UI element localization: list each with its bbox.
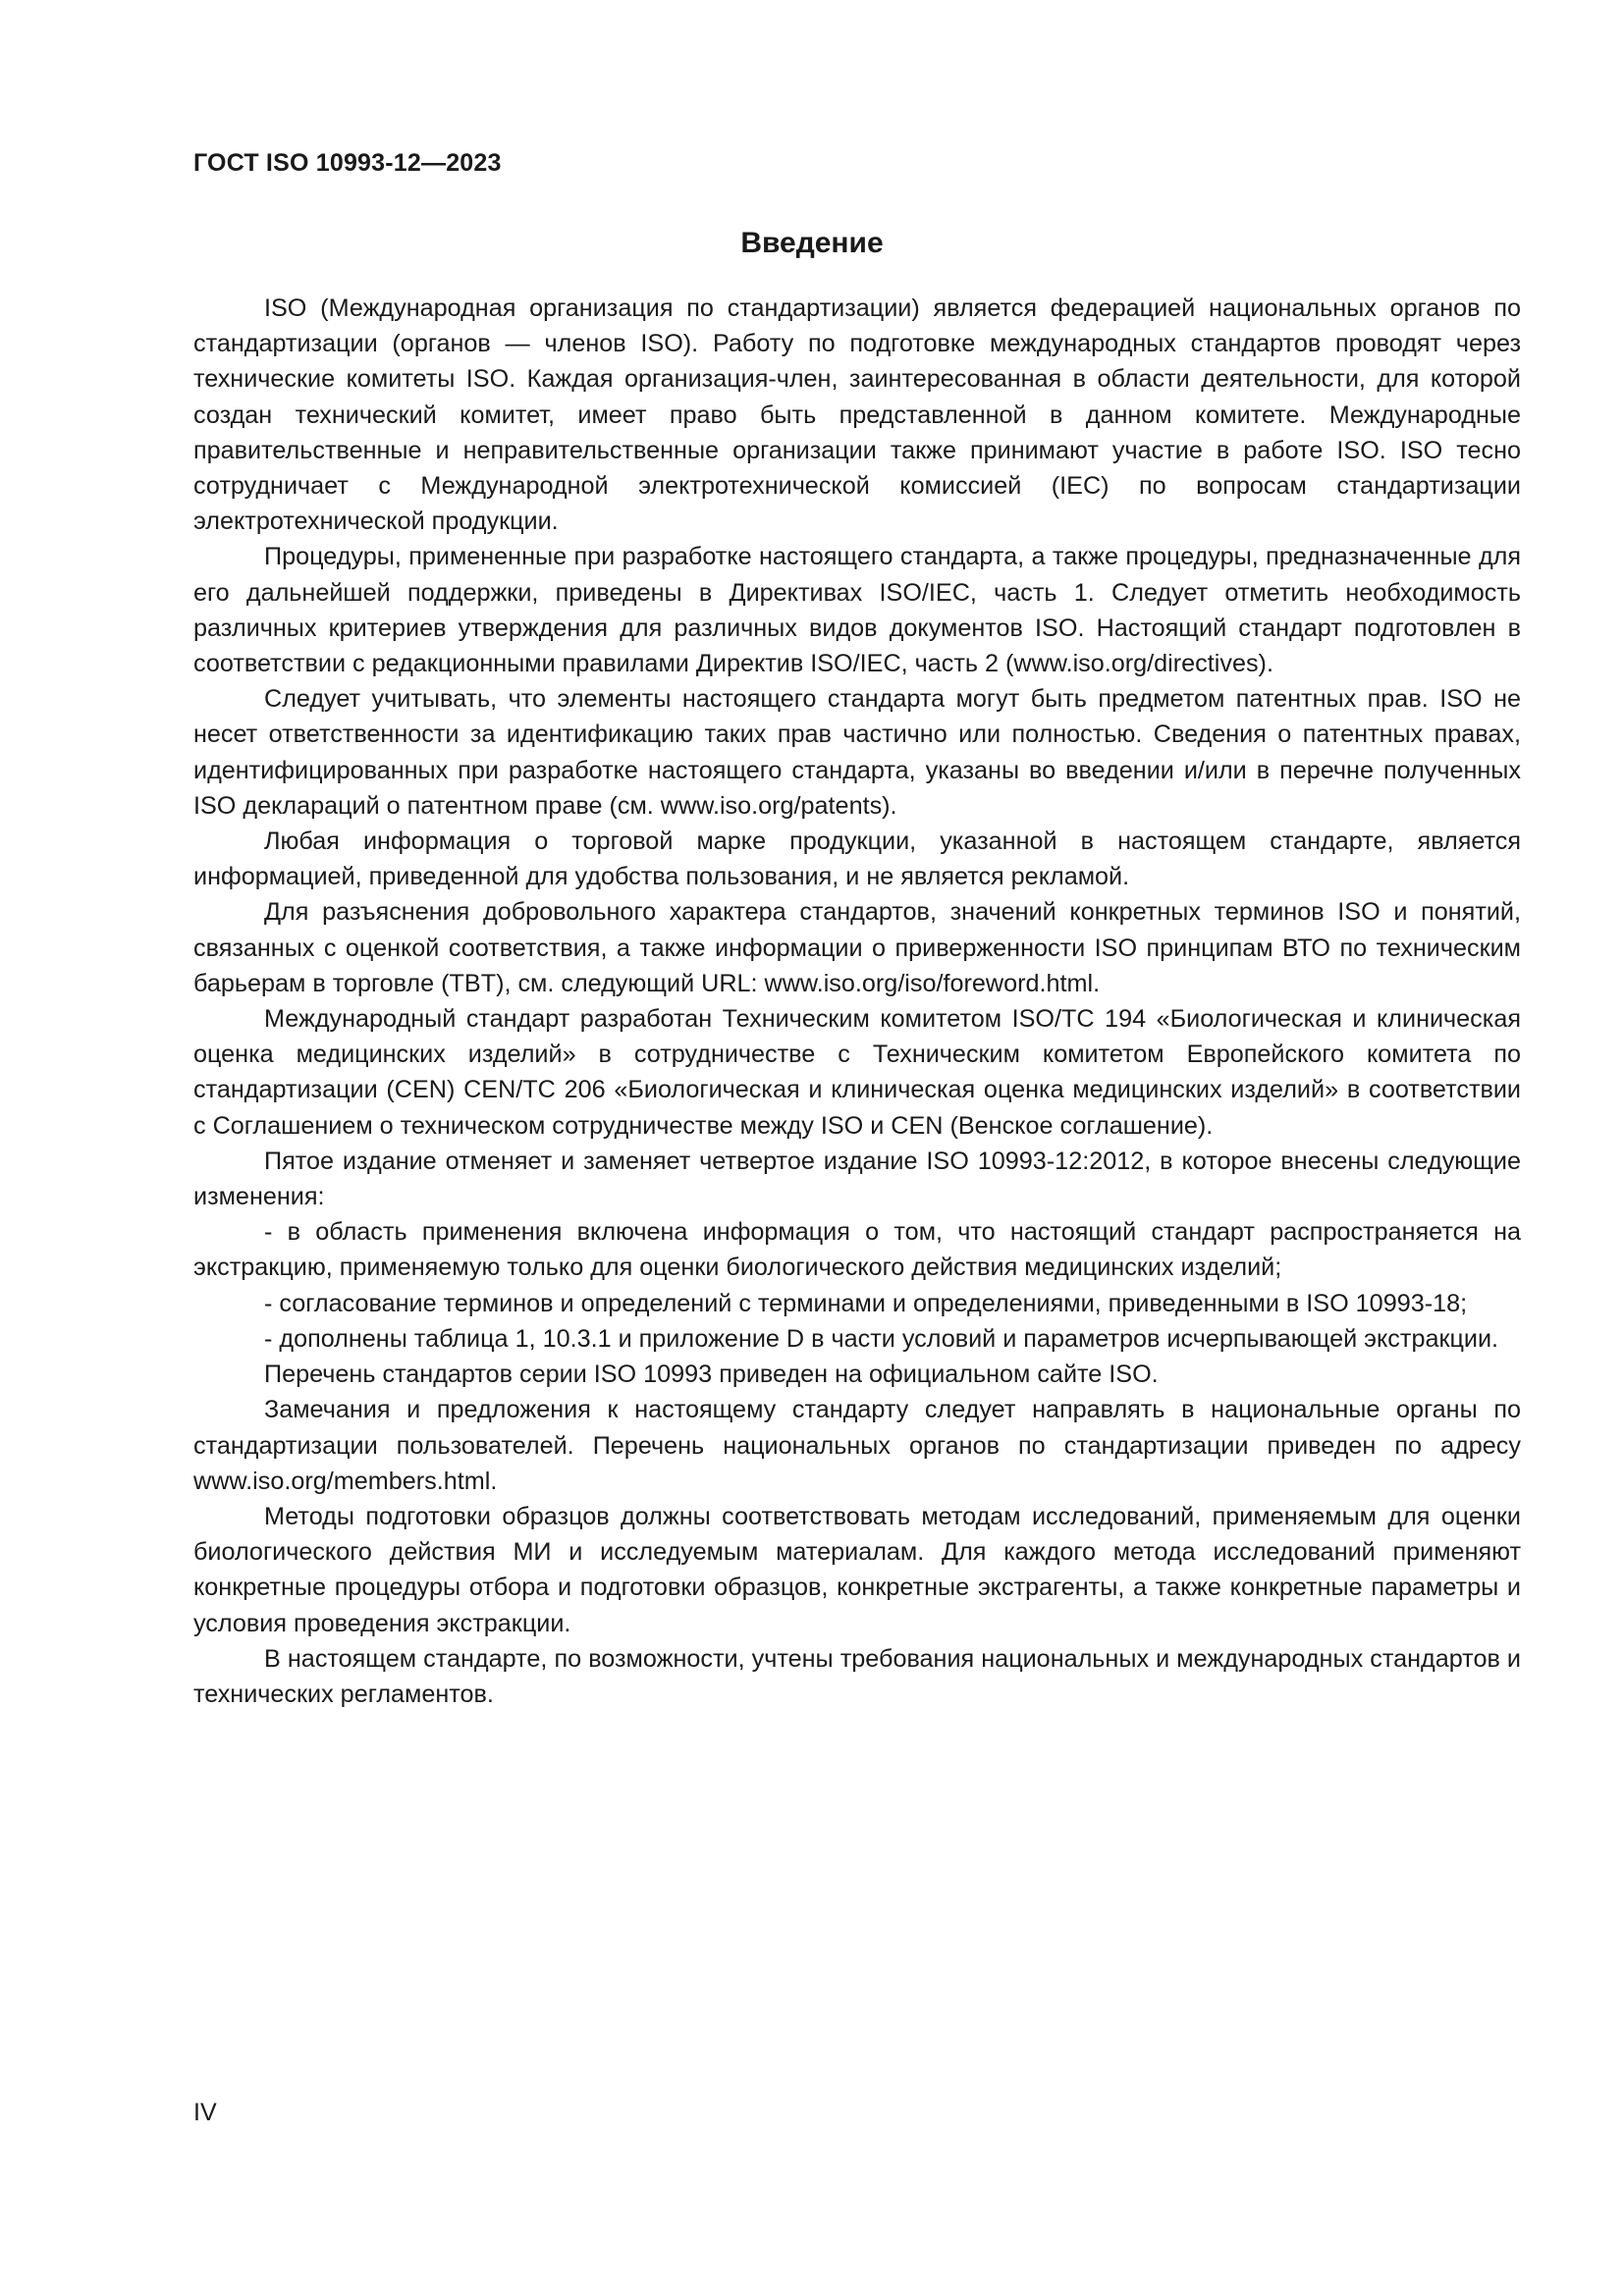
paragraph: ISO (Международная организация по стандартизации) является федерацией национальных органов по стандартизации (органов — членов ISO). Работу по подготовке международных стандартов проводят через технические комитеты ISO. Каждая организация-член, заинтересованная в области деятельности, для которой создан технический комитет, имеет право быть представленной в данном комитете. Международные правительственные и неправительственные организации также принимают участие в работе ISO. ISO тесно сотрудничает с Международной электротехнической комиссией (IEC) по вопросам стандартизации электротехнической продукции. bbox=[193, 294, 1521, 536]
paragraph: Пятое издание отменяет и заменяет четвертое издание ISO 10993-12:2012, в которое внесены следующие изменения: bbox=[193, 1147, 1521, 1211]
body-text bbox=[193, 291, 1521, 1712]
paragraph: Методы подготовки образцов должны соответствовать методам исследований, применяемым для оценки биологического действия МИ и исследуемым материалам. Для каждого метода исследований применяют конкретные процедуры отбора и подготовки образцов, конкретные экстрагенты, а также конкретные параметры и условия проведения экстракции. bbox=[193, 1502, 1521, 1637]
paragraph: Замечания и предложения к настоящему стандарту следует направлять в национальные органы по стандартизации пользователей. Перечень национальных органов по стандартизации приведен по адресу www.iso.org/members.html. bbox=[193, 1396, 1521, 1495]
list-item: - согласование терминов и определений с терминами и определениями, приведенными в ISO 10993-18; bbox=[264, 1289, 1468, 1317]
paragraph: Любая информация о торговой марке продукции, указанной в настоящем стандарте, является информацией, приведенной для удобства пользования, и не является рекламой. bbox=[193, 828, 1521, 891]
list-item: - в область применения включена информация о том, что настоящий стандарт распространяется на экстракцию, применяемую только для оценки биологического действия медицинских изделий; bbox=[193, 1218, 1521, 1282]
list-item: - дополнены таблица 1, 10.3.1 и приложение D в части условий и параметров исчерпывающей экстракции. bbox=[264, 1324, 1499, 1353]
paragraph: Перечень стандартов серии ISO 10993 приведен на официальном сайте ISO. bbox=[264, 1361, 1159, 1389]
paragraph: Международный стандарт разработан Техническим комитетом ISO/TC 194 «Биологическая и клиническая оценка медицинских изделий» в сотрудничестве с Техническим комитетом Европейского комитета по стандартизации (CEN) CEN/TC 206 «Биологическая и клиническая оценка медицинских изделий» в соответствии с Соглашением о техническом сотрудничестве между ISO и CEN (Венское соглашение). bbox=[193, 1005, 1521, 1140]
document-header: ГОСТ ISO 10993-12—2023 bbox=[193, 149, 502, 177]
section-title: Введение bbox=[740, 227, 884, 259]
paragraph: Процедуры, примененные при разработке настоящего стандарта, а также процедуры, предназначенные для его дальнейшей поддержки, приведены в Директивах ISO/IEC, часть 1. Следует отметить необходимость различных критериев утверждения для различных видов документов ISO. Настоящий стандарт подготовлен в соответствии с редакционными правилами Директив ISO/IEC, часть 2 (www.iso.org/directives). bbox=[193, 543, 1521, 678]
paragraph: Для разъяснения добровольного характера стандартов, значений конкретных терминов ISO и понятий, связанных с оценкой соответствия, а также информации о приверженности ISO принципам ВТО по техническим барьерам в торговле (TBT), см. следующий URL: www.iso.org/iso/foreword.html. bbox=[193, 898, 1521, 997]
page-number: IV bbox=[193, 2099, 217, 2126]
paragraph: В настоящем стандарте, по возможности, учтены требования национальных и международных стандартов и технических регламентов. bbox=[193, 1644, 1521, 1708]
paragraph: Следует учитывать, что элементы настоящего стандарта могут быть предметом патентных прав. ISO не несет ответственности за идентификацию таких прав частично или полностью. Сведения о патентных правах, идентифицированных при разработке настоящего стандарта, указаны во введении и/или в перечне полученных ISO деклараций о патентном праве (см. www.iso.org/patents). bbox=[193, 685, 1521, 820]
